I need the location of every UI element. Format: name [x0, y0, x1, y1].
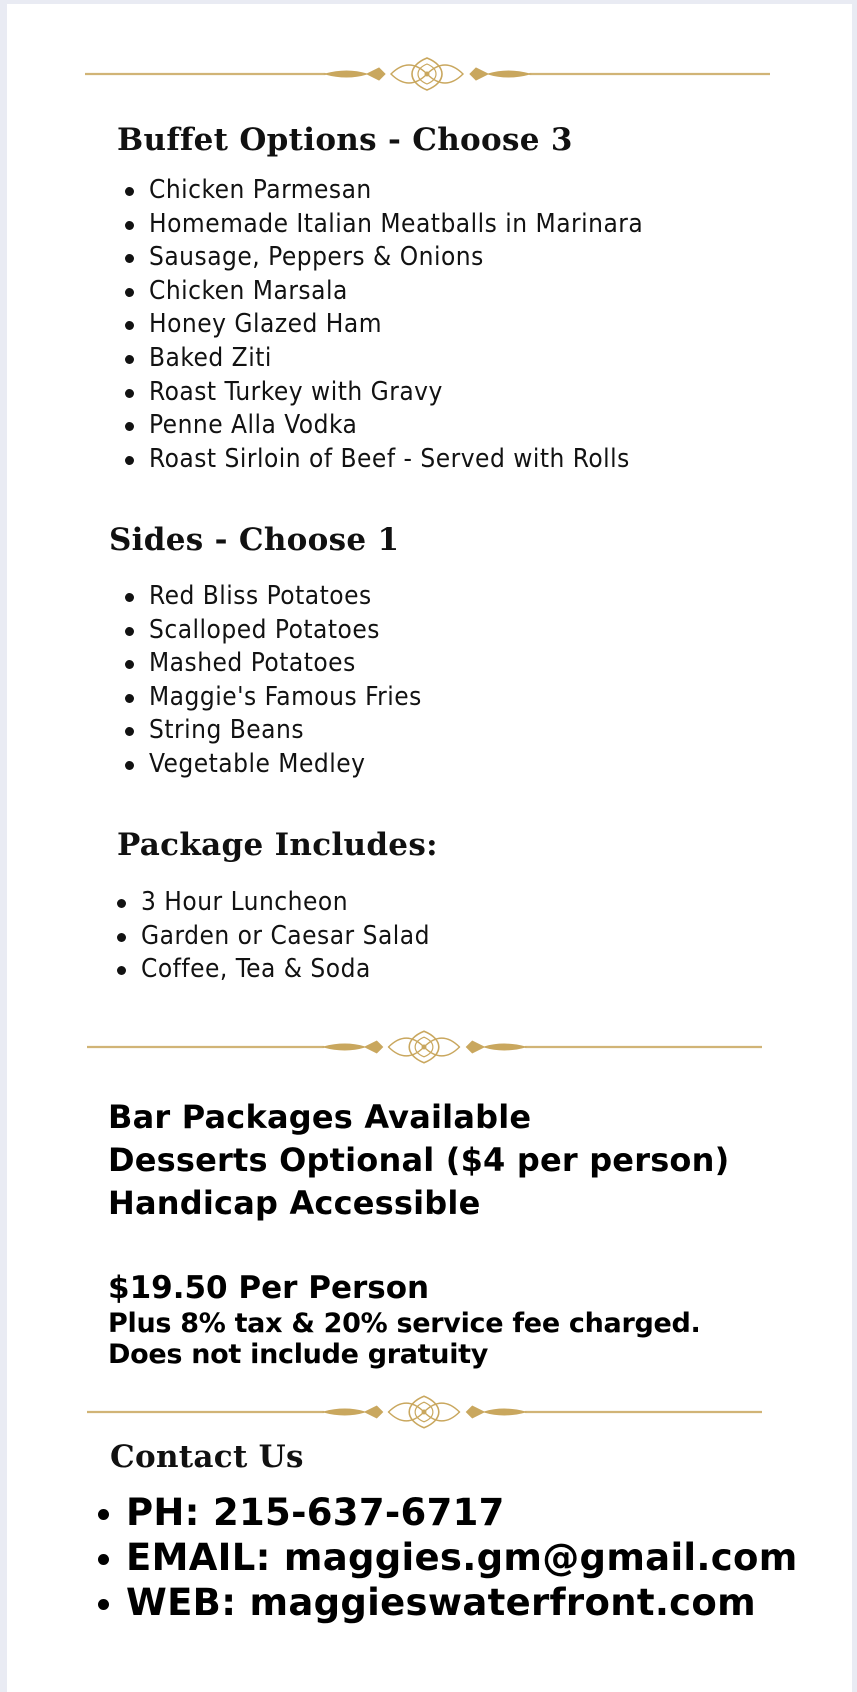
list-item: Penne Alla Vodka	[125, 409, 643, 443]
list-item: String Beans	[125, 714, 422, 748]
list-item: Baked Ziti	[125, 342, 643, 376]
extras-block	[108, 1096, 729, 1225]
list-item: Red Bliss Potatoes	[125, 580, 422, 614]
list-item: Homemade Italian Meatballs in Marinara	[125, 208, 643, 242]
package-list	[117, 886, 430, 987]
ornament-divider-bottom	[87, 1392, 762, 1432]
extras-line: Bar Packages Available	[108, 1098, 532, 1136]
list-item: 3 Hour Luncheon	[117, 886, 430, 920]
price-text: $19.50 Per Person	[108, 1270, 430, 1306]
list-item: Roast Sirloin of Beef - Served with Rolls	[125, 443, 643, 477]
sides-list	[125, 580, 422, 782]
sides-title: Sides - Choose 1	[109, 522, 400, 558]
list-item: Mashed Potatoes	[125, 647, 422, 681]
ornament-divider-middle	[87, 1027, 762, 1067]
contact-phone[interactable]: PH: 215-637-6717	[96, 1490, 798, 1535]
contact-list	[96, 1490, 798, 1625]
fine-print-line: Plus 8% tax & 20% service fee charged.	[108, 1308, 701, 1339]
extras-line: Handicap Accessible	[108, 1184, 481, 1222]
buffet-title: Buffet Options - Choose 3	[117, 122, 573, 158]
pricing-block	[108, 1268, 701, 1370]
list-item: Chicken Marsala	[125, 275, 643, 309]
fine-print-line: Does not include gratuity	[108, 1339, 489, 1370]
buffet-list	[125, 174, 643, 476]
list-item: Vegetable Medley	[125, 748, 422, 782]
list-item: Scalloped Potatoes	[125, 614, 422, 648]
contact-title: Contact Us	[110, 1439, 304, 1475]
contact-web[interactable]: WEB: maggieswaterfront.com	[96, 1580, 798, 1625]
list-item: Sausage, Peppers & Onions	[125, 241, 643, 275]
list-item: Roast Turkey with Gravy	[125, 376, 643, 410]
extras-line: Desserts Optional ($4 per person)	[108, 1141, 730, 1179]
list-item: Honey Glazed Ham	[125, 308, 643, 342]
list-item: Garden or Caesar Salad	[117, 920, 430, 954]
list-item: Maggie's Famous Fries	[125, 681, 422, 715]
package-title: Package Includes:	[117, 827, 438, 863]
list-item: Chicken Parmesan	[125, 174, 643, 208]
ornament-divider-top	[85, 54, 770, 94]
contact-email[interactable]: EMAIL: maggies.gm@gmail.com	[96, 1535, 798, 1580]
list-item: Coffee, Tea & Soda	[117, 953, 430, 987]
